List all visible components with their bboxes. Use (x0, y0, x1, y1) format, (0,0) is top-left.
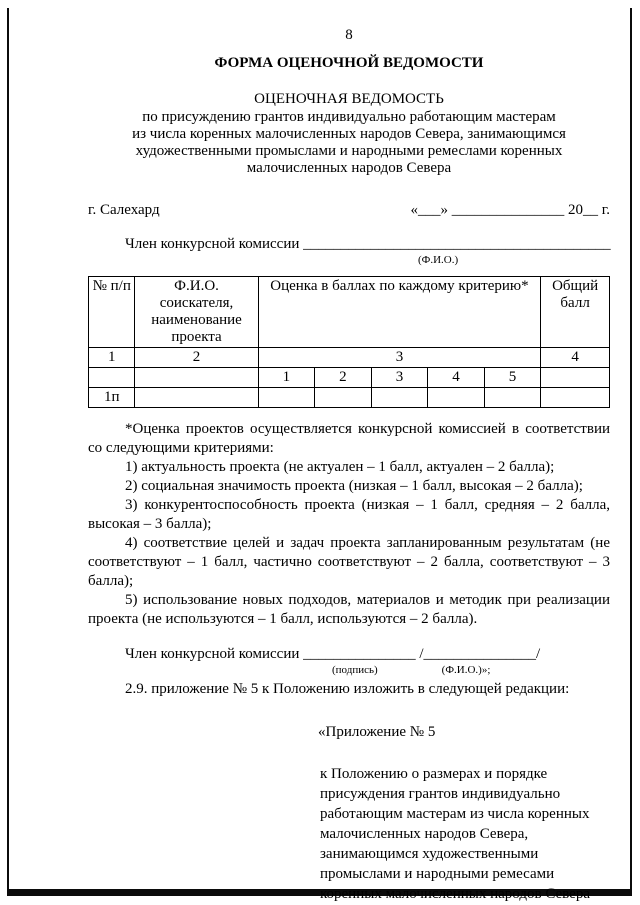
signature-caption-fio: (Ф.И.О.)»; (441, 664, 491, 676)
table-cell: 2 (135, 348, 258, 368)
date-blank: «___» _______________ 20__ г. (410, 202, 610, 218)
table-cell: 4 (428, 368, 485, 388)
table-data-row (89, 388, 610, 408)
table-cell (89, 368, 135, 388)
page-number: 8 (345, 27, 353, 43)
appendix-reference-block (320, 764, 610, 904)
table-header-total: Общий балл (541, 277, 610, 348)
appendix-line: промыслами и народными ремесами (320, 866, 555, 882)
criteria-intro: *Оценка проектов осуществляется конкурсной комиссией в соответствии со следующими критериями: (88, 421, 610, 456)
table-cell: 3 (258, 348, 541, 368)
sheet-subtitle (88, 109, 610, 177)
commission-member-line (88, 235, 610, 254)
table-cell (315, 388, 372, 408)
criteria-item: 3) конкурентоспособность проекта (низкая – 1 балл, средняя – 2 балла, высокая – 3 балла); (88, 497, 610, 532)
sheet-subtitle-line: по присуждению грантов индивидуально работающим мастерам (142, 109, 556, 125)
fio-caption: (Ф.И.О.) (418, 254, 459, 266)
table-cell: 4 (541, 348, 610, 368)
sheet-subtitle-line: художественными промыслами и народными ремеслами коренных (135, 143, 563, 159)
criteria-notes (88, 420, 610, 629)
signature-caption-sign: (подпись) (332, 664, 378, 676)
sheet-subtitle-line: малочисленных народов Севера (246, 160, 452, 176)
appendix-line: присуждения грантов индивидуально (320, 786, 561, 802)
place-label: г. Салехард (88, 202, 160, 218)
appendix-line: к Положению о размерах и порядке (320, 766, 548, 782)
table-cell: 1 (258, 368, 315, 388)
commission-member-label: Член конкурсной комиссии (125, 236, 300, 252)
appendix-line: коренных малочисленных народов Севера (320, 886, 590, 902)
appendix-line: работающим мастерам из числа коренных (320, 806, 590, 822)
table-header-row (89, 277, 610, 348)
appendix-title: «Приложение № 5 (318, 724, 436, 740)
evaluation-table (88, 276, 610, 408)
table-cell: 2 (315, 368, 372, 388)
table-cell (135, 388, 258, 408)
sheet-title: ОЦЕНОЧНАЯ ВЕДОМОСТЬ (254, 91, 444, 107)
table-cell (258, 388, 315, 408)
criteria-item: 1) актуальность проекта (не актуален – 1 балл, актуален – 2 балла); (125, 459, 555, 475)
table-cell: 1п (89, 388, 135, 408)
table-cell: 3 (371, 368, 428, 388)
table-cell (484, 388, 541, 408)
appendix-line: занимающимся художественными (320, 846, 539, 862)
table-subcriteria-row (89, 368, 610, 388)
criteria-item: 5) использование новых подходов, материалов и методик при реализации проекта (не используются – 1 балл, используются – 2 балла). (88, 592, 610, 627)
signature-line: Член конкурсной комиссии _______________ /_______________/ (125, 646, 541, 662)
criteria-item: 4) соответствие целей и задач проекта запланированным результатам (не соответствуют – 1 балл, частично соответствуют – 2 балла, соответствуют – 3 балла); (88, 535, 610, 589)
table-cell (428, 388, 485, 408)
scan-artifact-right-edge (630, 8, 632, 892)
commission-member-blank: _________________________________________ (303, 236, 611, 252)
table-cell (541, 388, 610, 408)
table-column-number-row (89, 348, 610, 368)
appendix-line: малочисленных народов Севера, (320, 826, 529, 842)
signature-captions (88, 664, 610, 676)
criteria-item: 2) социальная значимость проекта (низкая – 1 балл, высокая – 2 балла); (125, 478, 583, 494)
clause-2-9: 2.9. приложение № 5 к Положению изложить в следующей редакции: (125, 681, 570, 697)
form-title: ФОРМА ОЦЕНОЧНОЙ ВЕДОМОСТИ (214, 55, 484, 71)
sheet-subtitle-line: из числа коренных малочисленных народов Севера, занимающимся (132, 126, 566, 142)
place-date-row (88, 201, 610, 220)
page-content (88, 26, 610, 904)
table-cell (135, 368, 258, 388)
table-cell (371, 388, 428, 408)
table-cell: 1 (89, 348, 135, 368)
table-header-fio: Ф.И.О. соискателя, наименование проекта (135, 277, 258, 348)
table-cell: 5 (484, 368, 541, 388)
scan-artifact-left-edge (7, 8, 9, 892)
table-header-criteria: Оценка в баллах по каждому критерию* (258, 277, 541, 348)
table-cell (541, 368, 610, 388)
table-header-num: № п/п (89, 277, 135, 348)
